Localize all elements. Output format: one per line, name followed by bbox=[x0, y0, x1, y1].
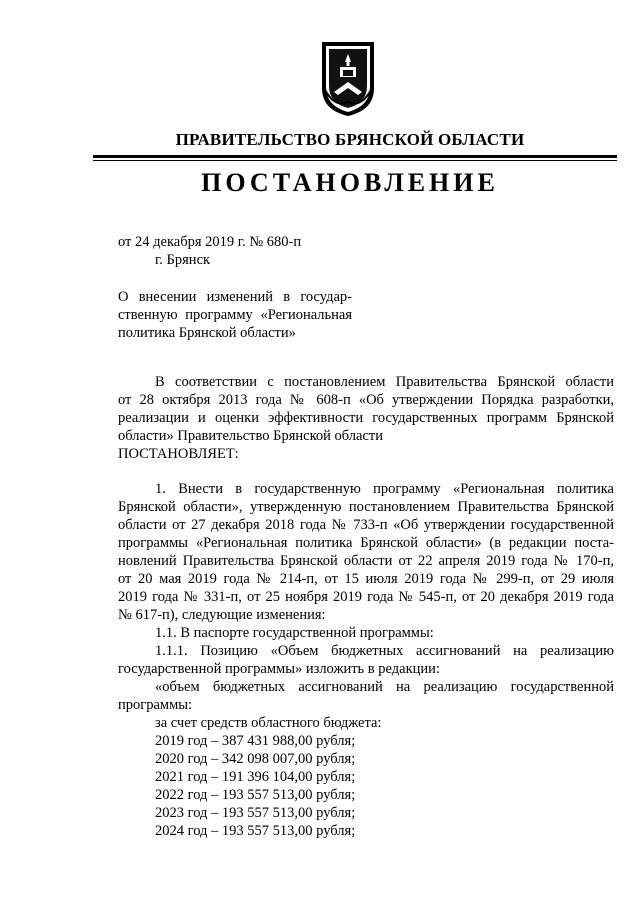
item-1-line: от 20 мая 2019 года № 214-п, от 15 июля 2019 года № 299-п, от 29 июля bbox=[118, 571, 614, 587]
item-1-line: 1. Внести в государственную программу «Региональная политика bbox=[155, 481, 614, 497]
quote-line: программы: bbox=[118, 697, 193, 713]
item-1-line: области от 27 декабря 2018 года № 733-п «Об утверждении государственной bbox=[118, 517, 614, 533]
quote-line: «объем бюджетных ассигнований на реализацию государственной bbox=[155, 679, 614, 695]
item-1-line: программы «Региональная политика Брянской области» (в редакции поста- bbox=[118, 535, 614, 551]
preamble-line: В соответствии с постановлением Правительства Брянской области bbox=[155, 374, 614, 390]
item-1-line: Брянской области», утвержденную постановлением Правительства Брянской bbox=[118, 499, 614, 515]
budget-item: 2024 год – 193 557 513,00 рубля; bbox=[155, 823, 356, 839]
budget-intro: за счет средств областного бюджета: bbox=[155, 715, 382, 731]
preamble-line: реализации и оценки эффективности государственных программ Брянской bbox=[118, 410, 614, 426]
item-1-1-1-line: государственной программы» изложить в редакции: bbox=[118, 661, 440, 677]
budget-item: 2021 год – 191 396 104,00 рубля; bbox=[155, 769, 356, 785]
budget-item: 2022 год – 193 557 513,00 рубля; bbox=[155, 787, 356, 803]
item-1-line: 2019 года № 331-п, от 25 ноября 2019 года № 545-п, от 20 декабря 2019 года bbox=[118, 589, 614, 605]
city: г. Брянск bbox=[155, 252, 211, 268]
budget-item: 2019 год – 387 431 988,00 рубля; bbox=[155, 733, 356, 749]
header-divider-thin bbox=[93, 160, 617, 161]
subject-line: ственную программу «Региональная bbox=[118, 307, 352, 323]
preamble-line: области» Правительство Брянской области bbox=[118, 428, 383, 444]
item-1-line: № 617-п), следующие изменения: bbox=[118, 607, 326, 623]
date-number: от 24 декабря 2019 г. № 680-п bbox=[118, 234, 302, 250]
item-1-line: новлений Правительства Брянской области от 22 апреля 2019 года № 170-п, bbox=[118, 553, 614, 569]
budget-item: 2020 год – 342 098 007,00 рубля; bbox=[155, 751, 356, 767]
subject-line: политика Брянской области» bbox=[118, 325, 296, 341]
document-type-title: ПОСТАНОВЛЕНИЕ bbox=[201, 168, 499, 197]
coat-of-arms-emblem bbox=[320, 40, 376, 118]
resolves-word: ПОСТАНОВЛЯЕТ: bbox=[118, 446, 239, 462]
header-divider-thick bbox=[93, 155, 617, 158]
subject-line: О внесении изменений в государ- bbox=[118, 289, 352, 305]
item-1-1: 1.1. В паспорте государственной программы: bbox=[155, 625, 434, 641]
budget-item: 2023 год – 193 557 513,00 рубля; bbox=[155, 805, 356, 821]
item-1-1-1-line: 1.1.1. Позицию «Объем бюджетных ассигнований на реализацию bbox=[155, 643, 614, 659]
preamble-line: от 28 октября 2013 года № 608-п «Об утверждении Порядка разработки, bbox=[118, 392, 614, 408]
government-title: ПРАВИТЕЛЬСТВО БРЯНСКОЙ ОБЛАСТИ bbox=[175, 130, 525, 149]
